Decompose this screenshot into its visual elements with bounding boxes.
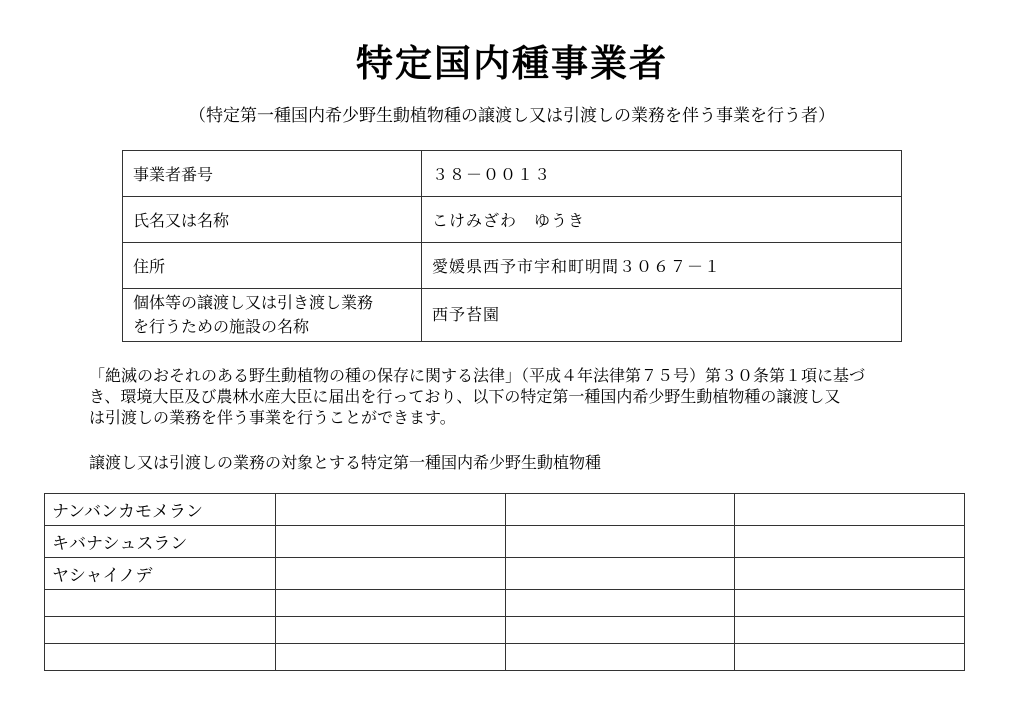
legal-statement-line3: は引渡しの業務を伴う事業を行うことができます。 <box>89 408 456 427</box>
page-title: 特定国内種事業者 <box>356 42 668 85</box>
name-label: 氏名又は名称 <box>123 197 422 243</box>
table-row <box>45 590 965 617</box>
table-row <box>45 617 965 644</box>
empty-cell <box>505 494 735 526</box>
empty-cell <box>45 617 276 644</box>
empty-cell <box>45 590 276 617</box>
business-number-label: 事業者番号 <box>123 151 422 197</box>
facility-row <box>123 289 902 342</box>
business-info-table <box>122 150 902 342</box>
empty-cell <box>275 526 505 558</box>
species-table <box>44 493 965 671</box>
facility-label-line1: 個体等の譲渡し又は引き渡し業務 <box>133 293 374 312</box>
species-cell: キバナシュスラン <box>45 526 276 558</box>
empty-cell <box>505 558 735 590</box>
empty-cell <box>275 558 505 590</box>
address-row <box>123 243 902 289</box>
empty-cell <box>505 526 735 558</box>
empty-cell <box>505 590 735 617</box>
facility-label-line2: を行うための施設の名称 <box>133 317 310 336</box>
species-cell: ヤシャイノデ <box>45 558 276 590</box>
empty-cell <box>45 644 276 671</box>
empty-cell <box>505 617 735 644</box>
legal-statement-line1: 「絶滅のおそれのある野生動植物の種の保存に関する法律」（平成４年法律第７５号）第３０条第１項に基づ <box>89 366 866 385</box>
legal-statement <box>89 365 969 428</box>
table-row <box>45 494 965 526</box>
table-row <box>45 644 965 671</box>
name-row <box>123 197 902 243</box>
empty-cell <box>275 494 505 526</box>
empty-cell <box>275 644 505 671</box>
legal-statement-line2: き、環境大臣及び農林水産大臣に届出を行っており、以下の特定第一種国内希少野生動植物種の譲渡し又 <box>89 387 841 406</box>
empty-cell <box>275 590 505 617</box>
empty-cell <box>735 526 965 558</box>
empty-cell <box>735 494 965 526</box>
empty-cell <box>735 644 965 671</box>
address-value: 愛媛県西予市宇和町明間３０６７－１ <box>422 243 902 289</box>
name-value: こけみざわ ゆうき <box>422 197 902 243</box>
empty-cell <box>735 558 965 590</box>
business-number-row <box>123 151 902 197</box>
species-heading: 譲渡し又は引渡しの業務の対象とする特定第一種国内希少野生動植物種 <box>89 453 602 472</box>
species-cell: ナンバンカモメラン <box>45 494 276 526</box>
table-row <box>45 558 965 590</box>
empty-cell <box>735 617 965 644</box>
facility-value: 西予苔園 <box>422 289 902 342</box>
address-label: 住所 <box>123 243 422 289</box>
facility-label <box>123 289 422 342</box>
empty-cell <box>735 590 965 617</box>
table-row <box>45 526 965 558</box>
page-subtitle: （特定第一種国内希少野生動植物種の譲渡し又は引渡しの業務を伴う事業を行う者） <box>189 106 835 126</box>
empty-cell <box>275 617 505 644</box>
empty-cell <box>505 644 735 671</box>
business-number-value: ３８－００１３ <box>422 151 902 197</box>
